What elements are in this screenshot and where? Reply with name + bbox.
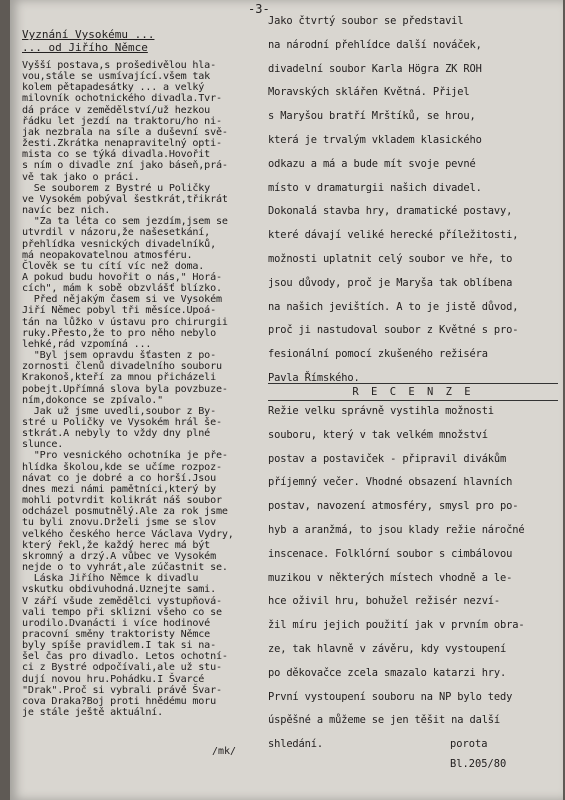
text-line: Krakonoš,kteří za mnou přicházeli	[22, 372, 216, 384]
text-line: ním,dokonce se zpívalo."	[22, 394, 164, 406]
article-title-line-2: ... od Jiřího Němce	[22, 41, 148, 54]
author-signature: /mk/	[212, 746, 237, 757]
text-line: jak nezbrala na síle a duševní svě-	[22, 126, 228, 138]
text-line: Jak už jsme uvedli,soubor z By-	[22, 405, 216, 417]
text-line: shledání.	[268, 738, 323, 751]
text-line: "Byl jsem opravdu šťasten z po-	[22, 350, 216, 362]
text-line: žesti.Zkrátka nenapravitelný opti-	[22, 138, 222, 150]
review-body	[268, 400, 565, 757]
article-body	[22, 60, 272, 718]
text-line: Jiří Němec pobyl tři měsíce.Upoá-	[22, 305, 216, 317]
text-line: V září všude zemědělci vystupňová-	[22, 595, 222, 607]
text-line: urodilo.Dvanácti i více hodinové	[22, 617, 211, 629]
text-line: dnes mezi námi pamětníci,který by	[22, 483, 216, 495]
text-line: nejde o to vyhrát,ale zúčastnit se.	[22, 562, 228, 574]
text-line: pobejt.Upřímná slova byla povzbuze-	[22, 383, 228, 395]
text-line: Před nějakým časem si ve Vysokém	[22, 294, 222, 306]
text-line: který řekl,že každý herec má být	[22, 539, 211, 551]
text-line: fesionální pomocí zkušeného režiséra	[268, 348, 488, 361]
text-line: pracovní směny traktoristy Němce	[22, 628, 211, 640]
article-title-line-1: Vyznání Vysokému ...	[22, 28, 155, 41]
right-article-body	[268, 10, 565, 391]
text-line: "Drak".Proč si vybrali právě Švar-	[22, 684, 222, 696]
text-line: dují novou hru.Pohádku.I Švarcé	[22, 673, 205, 685]
text-line: je stále ještě aktuální.	[22, 707, 164, 719]
text-line: slunce.	[22, 439, 64, 451]
text-line: Člověk se tu cítí víc než doma.	[22, 260, 205, 272]
text-line: mista co se týká divadla.Hovořit	[22, 149, 211, 161]
text-line: cova Draka?Boj proti hnědému moru	[22, 695, 216, 707]
text-line: návat co je dobré a co horší.Jsou	[22, 472, 216, 484]
text-line: vě tak jako o práci.	[22, 171, 140, 183]
review-signature: porota	[450, 738, 488, 750]
text-line: s ním o divadle zní jako báseň,prá-	[22, 160, 228, 172]
text-line: kolem pětapadesátky ... a velký	[22, 82, 205, 94]
text-line: postav, navození atmosféry, smysl pro po-	[268, 500, 519, 513]
text-line: mohli potvrdit kolikrát náš soubor	[22, 495, 222, 507]
text-line: má neopakovatelnou atmosféru.	[22, 249, 193, 261]
text-line: Láska Jiřího Němce k divadlu	[22, 573, 199, 585]
text-line: ve Vysokém pobýval šestkrát,třikrát	[22, 193, 228, 205]
text-line: ruky.Přesto,že to pro něho nebylo	[22, 327, 216, 339]
text-line: která je trvalým vkladem klasického	[268, 133, 482, 146]
review-heading: R E C E N Z E	[268, 383, 558, 401]
text-line: Se souborem z Bystré u Poličky	[22, 182, 211, 194]
text-line: ze, tak hlavně v závěru, kdy vystoupení	[268, 642, 507, 655]
text-line: ci z Bystré odpočívali,ale už stu-	[22, 662, 222, 674]
text-line: s Maryšou bratří Mrštíků, se hrou,	[268, 110, 476, 123]
text-line: po děkovačce zcela smazalo katarzi hry.	[268, 666, 507, 679]
text-line: Moravských sklářen Květná. Přijel	[268, 86, 470, 99]
text-line: šel čas pro divadlo. Letos ochotní-	[22, 651, 228, 663]
page-number: -3-	[248, 2, 270, 16]
text-line: Pavla Římského.	[268, 371, 360, 384]
text-line: tán na lůžko v ústavu pro chirurgii	[22, 316, 228, 328]
text-line: zornosti členů divadelního souboru	[22, 361, 222, 373]
document-page	[10, 0, 563, 800]
text-line: na našich jevištích. A to je jistě důvod,	[268, 300, 519, 313]
text-line: lehké,rád vzpomíná ...	[22, 338, 152, 350]
text-line: řádku let jezdí na traktoru/ho ni-	[22, 115, 222, 127]
text-line: stkrát.A nebyly to vždy dny plné	[22, 428, 211, 440]
text-line: stré u Poličky ve Vysokém hrál še-	[22, 417, 222, 428]
text-line: přehlídka vesnických divadelníků,	[22, 238, 216, 250]
text-line: tu byli znovu.Drželi jsme se slov	[22, 517, 216, 529]
text-line: A pokud budu hovořit o nás," Horá-	[22, 271, 222, 283]
text-line: žil míru jejich použití jak v prvním obra-	[268, 619, 525, 632]
text-line: hlídka školou,kde se učíme rozpoz-	[22, 461, 222, 473]
text-line: postav a postaviček - připravil divákům	[268, 452, 507, 465]
text-line: vskutku obdivuhodná.Uznejte sami.	[22, 584, 216, 596]
text-line: "Za ta léta co sem jezdím,jsem se	[22, 216, 228, 228]
text-line: odkazu a má a bude mít svoje pevné	[268, 157, 476, 170]
left-column	[22, 28, 272, 718]
text-line: velkého českého herce Václava Vydry,	[22, 528, 234, 540]
text-line: utvrdil v názoru,že našesetkání,	[22, 227, 211, 239]
text-line: které dávají veliké herecké příležitosti,	[268, 229, 519, 242]
text-line: Dokonalá stavba hry, dramatické postavy,	[268, 205, 513, 218]
text-line: divadelní soubor Karla Högra ZK ROH	[268, 62, 482, 75]
text-line: První vystoupení souboru na NP bylo tedy	[268, 690, 513, 703]
text-line: proč ji nastudoval soubor z Květné s pro-	[268, 324, 519, 337]
text-line: milovník ochotnického divadla.Tvr-	[22, 93, 222, 105]
text-line: úspěšné a můžeme se jen těšit na další	[268, 714, 501, 727]
text-line: odcházel posmutnělý.Ale za rok jsme	[22, 506, 228, 518]
text-line: muzikou v některých místech vhodně a le-	[268, 571, 513, 584]
document-code: Bl.205/80	[450, 758, 507, 770]
text-line: skromný a drzý.A vůbec ve Vysokém	[22, 550, 216, 562]
right-column	[268, 10, 565, 391]
text-line: navíc bez nich.	[22, 205, 111, 217]
text-line: byly spíše pravidlem.I tak si na-	[22, 640, 216, 652]
text-line: cích", mám k sobě obzvlášť blízko.	[22, 283, 222, 295]
text-line: možnosti uplatnit celý soubor ve hře, to	[268, 252, 513, 265]
text-line: příjemný večer. Vhodné obsazení hlavních	[268, 476, 513, 489]
text-line: místo v dramaturgii našich divadel.	[268, 181, 482, 194]
text-line: na národní přehlídce další nováček,	[268, 38, 482, 51]
text-line: jsou důvody, proč je Maryša tak oblíbena	[268, 276, 513, 289]
text-line: hyb a aranžmá, to jsou klady režie náročné	[268, 523, 525, 536]
text-line: Režie velku správně vystihla možnosti	[268, 405, 494, 417]
text-line: vali tempo při sklizni všeho co se	[22, 606, 222, 618]
text-line: hce oživil hru, bohužel režisér nezví-	[268, 595, 501, 608]
text-line: souboru, který v tak velkém množství	[268, 428, 488, 441]
text-line: dá práce v zemědělství/už hezkou	[22, 104, 211, 116]
text-line: Vyšší postava,s prošedivělou hla-	[22, 60, 216, 71]
text-line: "Pro vesnického ochotníka je pře-	[22, 450, 228, 462]
text-line: vou,stále se usmívající.všem tak	[22, 71, 211, 83]
text-line: Jako čtvrtý soubor se představil	[268, 15, 464, 27]
text-line: inscenace. Folklórní soubor s cimbálovou	[268, 547, 513, 560]
